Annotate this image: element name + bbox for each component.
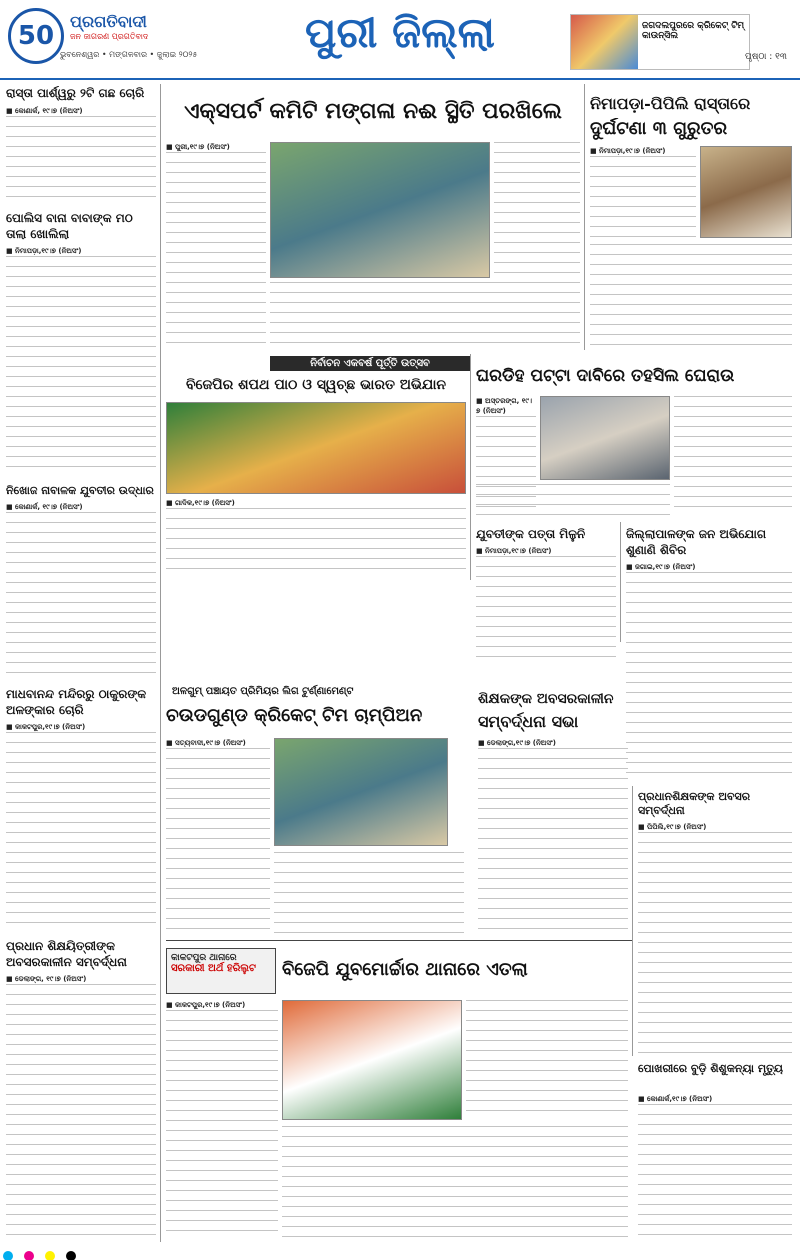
text-block bbox=[626, 572, 792, 780]
column-divider bbox=[620, 522, 621, 642]
byline: ■ କାକଟପୁର,୧୯।୭ (ନିଅସଂ) bbox=[6, 723, 86, 731]
byline: ■ ନିମାପଡ଼ା,୧୯।୭ (ନିଅସଂ) bbox=[590, 147, 666, 155]
accident-headline-line1[interactable]: ନିମାପଡ଼ା-ପିପିଲି ରାସ୍ତାରେ bbox=[590, 94, 751, 113]
text-block bbox=[6, 116, 156, 204]
promo-photo bbox=[571, 15, 638, 69]
lead-photo-committee bbox=[270, 142, 490, 278]
kakatpur-headline[interactable]: ବିଜେପି ଯୁବମୋର୍ଚ୍ଚାର ଥାନାରେ ଏତଲା bbox=[282, 959, 528, 980]
column-divider bbox=[584, 84, 585, 350]
kakatpur-body-col3 bbox=[466, 1000, 628, 1120]
accident-body-col1 bbox=[590, 146, 696, 240]
text-block bbox=[494, 142, 580, 278]
bjp-strap: ନିର୍ବାଚନ ଏକବର୍ଷ ପୂର୍ତ୍ତି ଉତ୍ସବ bbox=[270, 356, 470, 371]
text-block bbox=[476, 556, 616, 664]
teacher-headline-line2[interactable]: ସମ୍ବର୍ଦ୍ଧନା ସଭା bbox=[478, 712, 579, 731]
text-block bbox=[590, 156, 696, 238]
byline: ■ ସତ୍ୟବାଦୀ,୧୯।୭ (ନିଅସଂ) bbox=[166, 739, 246, 747]
kakatpur-strap-line2: ସରକାରୀ ଅର୍ଥ ହରିଲୁଟ bbox=[171, 963, 256, 974]
article-police-math-headline[interactable]: ପୋଲିସ ବାନା ବାବାଙ୍କ ମଠ ତାଲା ଖୋଲିଲା bbox=[6, 211, 133, 241]
lead-body-col1 bbox=[166, 142, 266, 352]
bjp-body bbox=[166, 498, 466, 580]
text-block bbox=[466, 1000, 628, 1120]
text-block bbox=[590, 244, 792, 350]
cricket-photo bbox=[274, 738, 448, 846]
bjp-photo bbox=[166, 402, 466, 494]
byline: ■ ଜଗାଇ,୧୯।୭ (ନିଅସଂ) bbox=[626, 563, 696, 571]
logo-mark: 50 bbox=[17, 21, 55, 51]
yellow-mark bbox=[45, 1251, 55, 1260]
tahasil-headline[interactable]: ଘରଡିହ ପଟ୍ଟା ଦାବିରେ ତହସିଲ ଘେରାଉ bbox=[476, 366, 735, 386]
article-tree-theft-headline[interactable]: ରାସ୍ତା ପାର୍ଶ୍ୱରୁ ୨ଟି ଗଛ ଚୋରି bbox=[6, 86, 145, 100]
missing-youth-body bbox=[476, 546, 616, 666]
lead-headline[interactable]: ଏକ୍ସପର୍ଟ କମିଟି ମଙ୍ଗଳା ନଈ ସ୍ଥିତି ପରଖିଲେ bbox=[184, 98, 562, 124]
lead-body-col3 bbox=[494, 142, 580, 278]
text-block bbox=[274, 852, 464, 934]
column-divider bbox=[160, 84, 161, 1242]
page-number: ପୃଷ୍ଠା : ୧୩ bbox=[745, 52, 787, 62]
text-block bbox=[476, 484, 670, 520]
byline: ■ ନିମାପଡ଼ା,୧୯।୭ (ନିଅସଂ) bbox=[476, 547, 552, 555]
logo-50-years bbox=[8, 8, 64, 64]
cricket-body-col1 bbox=[166, 738, 270, 934]
kakatpur-strap-box bbox=[166, 948, 276, 994]
cricket-headline[interactable]: ଚଉଡଗୁଣ୍ଡ କ୍ରିକେଟ୍ ଟିମ ଚାମ୍ପିଅନ bbox=[166, 705, 423, 726]
text-block bbox=[638, 1104, 792, 1238]
byline: ■ ଅସ୍ତରଙ୍ଗ, ୧୯।୭ (ନିଅସଂ) bbox=[476, 397, 532, 415]
tagline: ଜନ ଜାଗରଣ ପ୍ରଗତିବାଦ bbox=[70, 32, 149, 41]
pond-body bbox=[638, 1094, 792, 1240]
text-block bbox=[166, 748, 270, 932]
text-block bbox=[6, 984, 156, 1238]
byline: ■ କାକଟପୁର,୧୯।୭ (ନିଅସଂ) bbox=[166, 1001, 246, 1009]
byline: ■ ପିପିଲି,୧୯।୭ (ନିଅସଂ) bbox=[638, 823, 707, 831]
tahasil-body-col2 bbox=[674, 396, 792, 516]
byline: ■ କୋଣାର୍କ,୧୯।୭ (ନିଅସଂ) bbox=[638, 1095, 713, 1103]
accident-headline-line2[interactable]: ଦୁର୍ଘଟଣା ୩ ଗୁରୁତର bbox=[590, 118, 728, 139]
article-temple-theft-headline[interactable]: ମାଧବାନନ୍ଦ ମନ୍ଦିରରୁ ଠାକୁରଙ୍କ ଅଳଙ୍କାର ଚୋରି bbox=[6, 687, 147, 717]
lead-body-col2 bbox=[270, 282, 580, 352]
accident-body-col2 bbox=[590, 244, 792, 350]
teacher-headline-line1[interactable]: ଶିକ୍ଷକଙ୍କ ଅବସରକାଳୀନ bbox=[478, 691, 614, 707]
text-block bbox=[478, 748, 628, 932]
article-headmistress-headline[interactable]: ପ୍ରଧାନ ଶିକ୍ଷୟିତ୍ରୀଙ୍କ ଅବସରକାଳୀନ ସମ୍ବର୍ଦ୍ଧନା bbox=[6, 939, 127, 969]
article-police-math-body bbox=[6, 246, 156, 476]
text-block bbox=[282, 1126, 628, 1240]
bjp-headline[interactable]: ବିଜେପିର ଶପଥ ପାଠ ଓ ସ୍ୱଚ୍ଛ ଭାରତ ଅଭିଯାନ bbox=[185, 377, 447, 393]
article-missing-girl-headline[interactable]: ନିଖୋଜ ନାବାଳକ ଯୁବତୀର ଉଦ୍ଧାର bbox=[6, 484, 154, 497]
missing-youth-headline[interactable]: ଯୁବତୀଙ୍କ ପତ୍ତା ମିଳୁନି bbox=[476, 527, 586, 541]
section-rule bbox=[166, 940, 632, 941]
dateline: ଭୁବନେଶ୍ୱର • ମଙ୍ଗଳବାର • ଜୁଲାଇ ୨୦୨୫ bbox=[60, 50, 198, 59]
paper-name: ପ୍ରଗତିବାଦୀ bbox=[70, 12, 147, 31]
article-missing-girl-body bbox=[6, 502, 156, 682]
article-temple-theft-body bbox=[6, 722, 156, 932]
collector-body bbox=[626, 562, 792, 782]
byline: ■ ଡେଲାଙ୍ଗ,୧୯।୭ (ନିଅସଂ) bbox=[478, 739, 556, 747]
teacher-body bbox=[478, 738, 628, 934]
column-divider bbox=[470, 354, 471, 580]
kakatpur-body-col1 bbox=[166, 1000, 278, 1240]
text-block bbox=[166, 1010, 278, 1238]
tahasil-body-col3 bbox=[476, 484, 670, 520]
text-block bbox=[674, 396, 792, 516]
collector-headline[interactable]: ଜିଲ୍ଲାପାଳଙ୍କ ଜନ ଅଭିଯୋଗ ଶୁଣାଣି ଶିବିର bbox=[626, 527, 767, 557]
tahasil-photo bbox=[540, 396, 670, 480]
text-block bbox=[166, 508, 466, 578]
headmaster-body bbox=[638, 822, 792, 1056]
text-block bbox=[166, 152, 266, 350]
text-block bbox=[638, 832, 792, 1054]
page-title: ପୁରୀ ଜିଲ୍ଲା bbox=[305, 8, 495, 57]
byline: ■ ନିମାପଡ଼ା,୧୯।୭ (ନିଅସଂ) bbox=[6, 247, 82, 255]
byline: ■ କୋଣାର୍କ, ୧୯।୭ (ନିଅସଂ) bbox=[6, 503, 83, 511]
cricket-body-col2 bbox=[274, 852, 464, 934]
column-divider bbox=[632, 786, 633, 1056]
black-mark bbox=[66, 1251, 76, 1260]
text-block bbox=[6, 732, 156, 930]
kakatpur-body-col2 bbox=[282, 1126, 628, 1240]
magenta-mark bbox=[24, 1251, 34, 1260]
text-block bbox=[6, 512, 156, 680]
promo-text: ଜଗଦଲପୁରରେ କ୍ରିକେଟ୍ ଟିମ୍ କାଉନ୍ସିଲ bbox=[642, 21, 745, 41]
text-block bbox=[270, 282, 580, 352]
byline: ■ ଡେଲାଙ୍ଗ, ୧୯।୭ (ନିଅସଂ) bbox=[6, 975, 87, 983]
kakatpur-photo bbox=[282, 1000, 462, 1120]
masthead bbox=[0, 0, 800, 78]
promo-box[interactable] bbox=[570, 14, 750, 70]
pond-headline[interactable]: ପୋଖରୀରେ ବୁଡ଼ି ଶିଶୁକନ୍ୟା ମୃତ୍ୟୁ bbox=[638, 1062, 784, 1075]
byline: ■ ପୁରୀ,୧୯।୭ (ନିଅସଂ) bbox=[166, 143, 230, 151]
article-tree-theft-body bbox=[6, 106, 156, 206]
accident-photo bbox=[700, 146, 792, 238]
masthead-rule bbox=[0, 78, 800, 80]
cricket-strap: ଅଳଗୁମ୍ ପଞ୍ଚାୟତ ପ୍ରିମିୟର ଲିଗ ଟୁର୍ଣ୍ଣାମେଣ୍ଟ bbox=[166, 684, 446, 699]
cyan-mark bbox=[3, 1251, 13, 1260]
byline: ■ କୋଣାର୍କ, ୧୯।୭ (ନିଅସଂ) bbox=[6, 107, 83, 115]
headmaster-headline[interactable]: ପ୍ରଧାନଶିକ୍ଷକଙ୍କ ଅବସର ସମ୍ବର୍ଦ୍ଧନା bbox=[638, 790, 751, 817]
kakatpur-strap-line1: କାକଟପୁର ଥାନାରେ bbox=[171, 953, 237, 963]
byline: ■ ଗାଦିକ,୧୯।୭ (ନିଅସଂ) bbox=[166, 499, 235, 507]
article-headmistress-body bbox=[6, 974, 156, 1240]
print-registration-bar bbox=[0, 1246, 800, 1260]
text-block bbox=[6, 256, 156, 474]
